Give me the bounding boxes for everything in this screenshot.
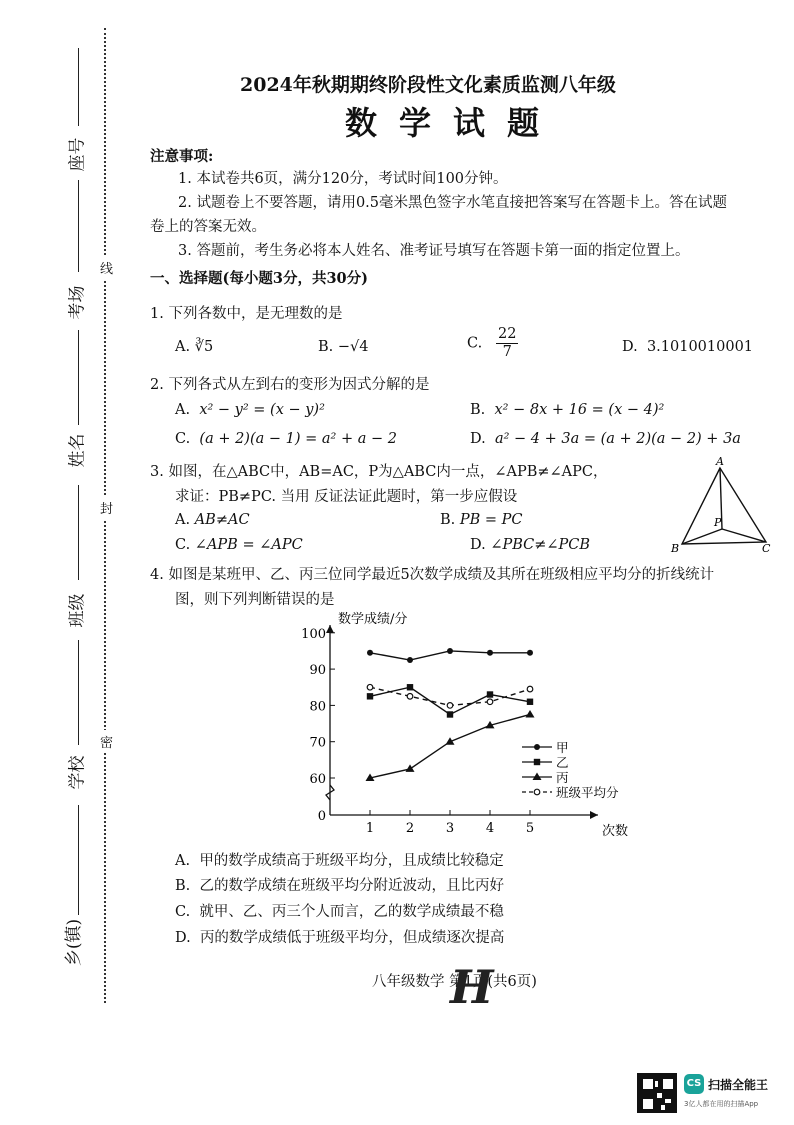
data-point-open-circle: [534, 789, 540, 795]
y-tick-label: 0: [317, 809, 326, 824]
data-point-circle: [487, 650, 493, 656]
data-point-open-circle: [367, 684, 373, 690]
cut-mark-secret: 密: [100, 730, 113, 753]
x-tick-label: 4: [485, 821, 495, 836]
notes-heading: 注意事项:: [150, 148, 214, 165]
q4-stem-2: 图，则下列判断错误的是: [175, 592, 335, 608]
vertex-c-label: C: [762, 542, 771, 555]
data-point-circle: [367, 650, 373, 656]
y-tick-label: 100: [301, 626, 326, 642]
q3-option-b: B. PB = PC: [440, 512, 523, 528]
page-footer: 八年级数学 第1页(共6页): [372, 974, 537, 990]
y-axis-label: 数学成绩/分: [338, 612, 408, 627]
subject-title: 数学试题: [345, 104, 562, 142]
qr-code-icon: [637, 1073, 677, 1113]
q3-option-a: A. AB≠AC: [175, 512, 250, 528]
legend-label-3: 丙: [556, 770, 569, 785]
x-tick-label: 5: [525, 821, 535, 836]
q2-option-c: C. (a + 2)(a − 1) = a² + a − 2: [175, 431, 397, 447]
q2-stem: 2. 下列各式从左到右的变形为因式分解的是: [150, 377, 430, 393]
series-line-3: [370, 714, 530, 778]
data-point-open-circle: [407, 694, 413, 700]
q1-option-a: A. ∛5: [175, 339, 214, 355]
vertex-b-label: B: [671, 542, 680, 555]
town-label: 乡(镇): [64, 918, 85, 967]
section1-heading: 一、选择题(每小题3分，共30分): [150, 270, 368, 287]
q1-stem: 1. 下列各数中，是无理数的是: [150, 306, 343, 322]
data-point-square: [447, 711, 453, 717]
x-axis-label: 次数: [602, 824, 629, 839]
q3-option-d: D. ∠PBC≠∠PCB: [470, 537, 591, 553]
vertex-a-label: A: [716, 455, 724, 468]
data-point-square: [367, 693, 373, 699]
point-p-label: P: [714, 516, 722, 529]
x-tick-label: 3: [445, 821, 455, 836]
series-line-2: [370, 687, 530, 714]
class-label: 班级: [67, 593, 88, 628]
seat-number-label: 座号: [67, 137, 88, 172]
note-2a: 2. 试题卷上不要答题，请用0.5毫米黑色签字水笔直接把答案写在答题卡上。答在试题: [178, 195, 728, 211]
app-tagline: 3亿人都在用的扫描App: [684, 1100, 759, 1108]
y-axis-arrow: [326, 625, 334, 633]
note-1: 1. 本试卷共6页，满分120分，考试时间100分钟。: [178, 171, 508, 187]
x-axis-arrow: [590, 811, 598, 819]
q4-option-a: A. 甲的数学成绩高于班级平均分，且成绩比较稳定: [175, 853, 504, 869]
data-point-triangle: [406, 764, 415, 772]
data-point-open-circle: [527, 686, 533, 692]
data-point-circle: [534, 744, 540, 750]
handwritten-h-mark: H: [450, 960, 494, 1014]
cut-mark-line: 线: [100, 256, 113, 279]
app-name: 扫描全能王: [708, 1078, 769, 1092]
y-tick-label: 90: [309, 663, 326, 679]
note-2b: 卷上的答案无效。: [150, 219, 266, 235]
x-tick-label: 2: [405, 821, 415, 836]
q3-stem-1: 3. 如图，在△ABC中，AB=AC，P为△ABC内一点，∠APB≠∠APC，: [150, 464, 608, 480]
exam-room-label: 考场: [67, 285, 88, 320]
legend-label-4: 班级平均分: [556, 785, 619, 800]
q3-option-c: C. ∠APB = ∠APC: [175, 537, 303, 553]
y-tick-label: 80: [309, 699, 326, 715]
data-point-square: [534, 759, 540, 765]
name-label: 姓名: [67, 433, 88, 468]
legend-label-1: 甲: [556, 740, 569, 755]
note-3: 3. 答题前，考生务必将本人姓名、准考证号填写在答题卡第一面的指定位置上。: [178, 243, 690, 259]
q4-option-d: D. 丙的数学成绩低于班级平均分，但成绩逐次提高: [175, 930, 505, 946]
legend-label-2: 乙: [556, 755, 569, 770]
x-tick-label: 1: [365, 821, 375, 836]
data-point-square: [527, 699, 533, 705]
q4-stem-1: 4. 如图是某班甲、乙、丙三位同学最近5次数学成绩及其所在班级相应平均分的折线统计: [150, 567, 715, 583]
data-point-triangle: [526, 710, 535, 718]
exam-title: 2024年秋期期终阶段性文化素质监测八年级: [240, 74, 616, 96]
q1-option-b: B. −√4: [318, 339, 369, 355]
q1-option-d: D. 3.1010010001: [622, 339, 754, 355]
q2-option-d: D. a² − 4 + 3a = (a + 2)(a − 2) + 3a: [470, 431, 741, 447]
cut-mark-seal: 封: [100, 496, 113, 519]
q1-option-c: C. $\frac{22}{7}$: [467, 326, 517, 360]
q4-option-b: B. 乙的数学成绩在班级平均分附近波动，且比丙好: [175, 878, 504, 894]
q2-option-a: A. x² − y² = (x − y)²: [175, 402, 325, 418]
data-point-open-circle: [487, 699, 493, 705]
data-point-circle: [447, 648, 453, 654]
data-point-open-circle: [447, 703, 453, 709]
q4-option-c: C. 就甲、乙、丙三个人而言，乙的数学成绩最不稳: [175, 904, 504, 920]
camscanner-logo-icon: CS: [684, 1074, 704, 1094]
data-point-circle: [407, 657, 413, 663]
y-tick-label: 60: [309, 772, 326, 787]
q3-stem-2: 求证：PB≠PC. 当用 反证法证此题时，第一步应假设: [175, 489, 518, 505]
data-point-triangle: [533, 773, 542, 781]
data-point-square: [487, 691, 493, 697]
data-point-square: [407, 684, 413, 690]
data-point-circle: [527, 650, 533, 656]
school-label: 学校: [67, 755, 88, 790]
q2-option-b: B. x² − 8x + 16 = (x − 4)²: [470, 402, 665, 418]
y-tick-label: 70: [309, 735, 326, 751]
